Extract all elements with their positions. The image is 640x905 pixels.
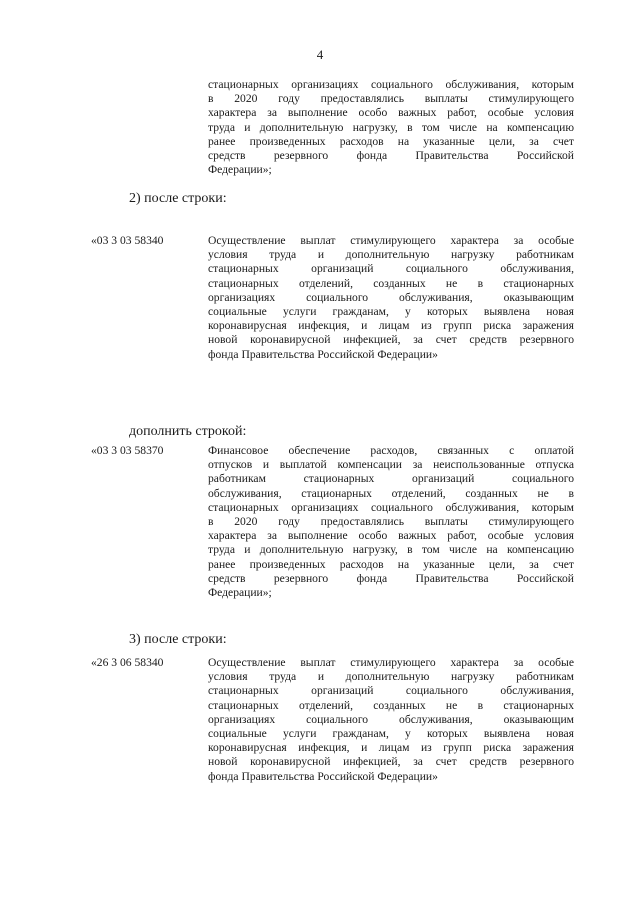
- text-line: условия труда и дополнительную нагрузку работникам: [208, 670, 574, 684]
- text-line: работникам стационарных организаций социального: [208, 472, 574, 486]
- text-line: социальные услуги гражданам, у которых выявлена новая: [208, 304, 574, 318]
- text-line: в 2020 году предоставлялись выплаты стимулирующего: [208, 92, 574, 106]
- text-line: стационарных организаций социального обслуживания,: [208, 684, 574, 698]
- text-line: стационарных организаций социального обслуживания,: [208, 262, 574, 276]
- text-line: условия труда и дополнительную нагрузку работникам: [208, 248, 574, 262]
- text-line: ранее произведенных расходов на указанные цели, за счет: [208, 134, 574, 148]
- text-line: отпусков и выплатой компенсации за неиспользованные отпуска: [208, 458, 574, 472]
- text-line: стационарных отделений, созданных не в стационарных: [208, 276, 574, 290]
- text-line: характера за выполнение особо важных работ, особые условия: [208, 529, 574, 543]
- section-heading-add: дополнить строкой:: [129, 424, 247, 439]
- text-line: обслуживания, стационарных отделений, созданных не в: [208, 486, 574, 500]
- text-line: стационарных организациях социального обслуживания, которым: [208, 500, 574, 514]
- text-line: труда и дополнительную нагрузку, в том числе на компенсацию: [208, 120, 574, 134]
- text-line: ранее произведенных расходов на указанные цели, за счет: [208, 557, 574, 571]
- text-line: труда и дополнительную нагрузку, в том числе на компенсацию: [208, 543, 574, 557]
- entry-description: [208, 656, 574, 784]
- text-line: в 2020 году предоставлялись выплаты стимулирующего: [208, 514, 574, 528]
- text-line: средств резервного фонда Правительства Российской: [208, 148, 574, 162]
- budget-code: «26 3 06 58340: [91, 656, 164, 669]
- text-line: Федерации»;: [208, 163, 272, 177]
- text-line: коронавирусная инфекция, и лицам из групп риска заражения: [208, 319, 574, 333]
- text-line: организациях социального обслуживания, оказывающим: [208, 290, 574, 304]
- budget-code: «03 3 03 58370: [91, 444, 164, 457]
- entry-description: [208, 234, 574, 362]
- text-line: Осуществление выплат стимулирующего характера за особые: [208, 234, 574, 247]
- text-line: коронавирусная инфекция, и лицам из групп риска заражения: [208, 741, 574, 755]
- text-line: новой коронавирусной инфекцией, за счет средств резервного: [208, 755, 574, 769]
- text-line: стационарных отделений, созданных не в стационарных: [208, 698, 574, 712]
- page-number: 4: [316, 47, 324, 62]
- text-line: организациях социального обслуживания, оказывающим: [208, 712, 574, 726]
- text-line: новой коронавирусной инфекцией, за счет средств резервного: [208, 333, 574, 347]
- continuation-text: [208, 78, 574, 177]
- budget-code: «03 3 03 58340: [91, 234, 164, 247]
- section-heading-2: 2) после строки:: [129, 191, 227, 206]
- text-line: Осуществление выплат стимулирующего характера за особые: [208, 656, 574, 669]
- text-line: средств резервного фонда Правительства Российской: [208, 571, 574, 585]
- entry-description: [208, 444, 574, 600]
- text-line: стационарных организациях социального обслуживания, которым: [208, 78, 574, 91]
- text-line: социальные услуги гражданам, у которых выявлена новая: [208, 726, 574, 740]
- text-line: Федерации»;: [208, 585, 272, 599]
- text-line: фонда Правительства Российской Федерации»: [208, 347, 438, 361]
- section-heading-3: 3) после строки:: [129, 632, 227, 647]
- text-line: характера за выполнение особо важных работ, особые условия: [208, 106, 574, 120]
- text-line: фонда Правительства Российской Федерации»: [208, 769, 438, 783]
- text-line: Финансовое обеспечение расходов, связанных с оплатой: [208, 444, 574, 457]
